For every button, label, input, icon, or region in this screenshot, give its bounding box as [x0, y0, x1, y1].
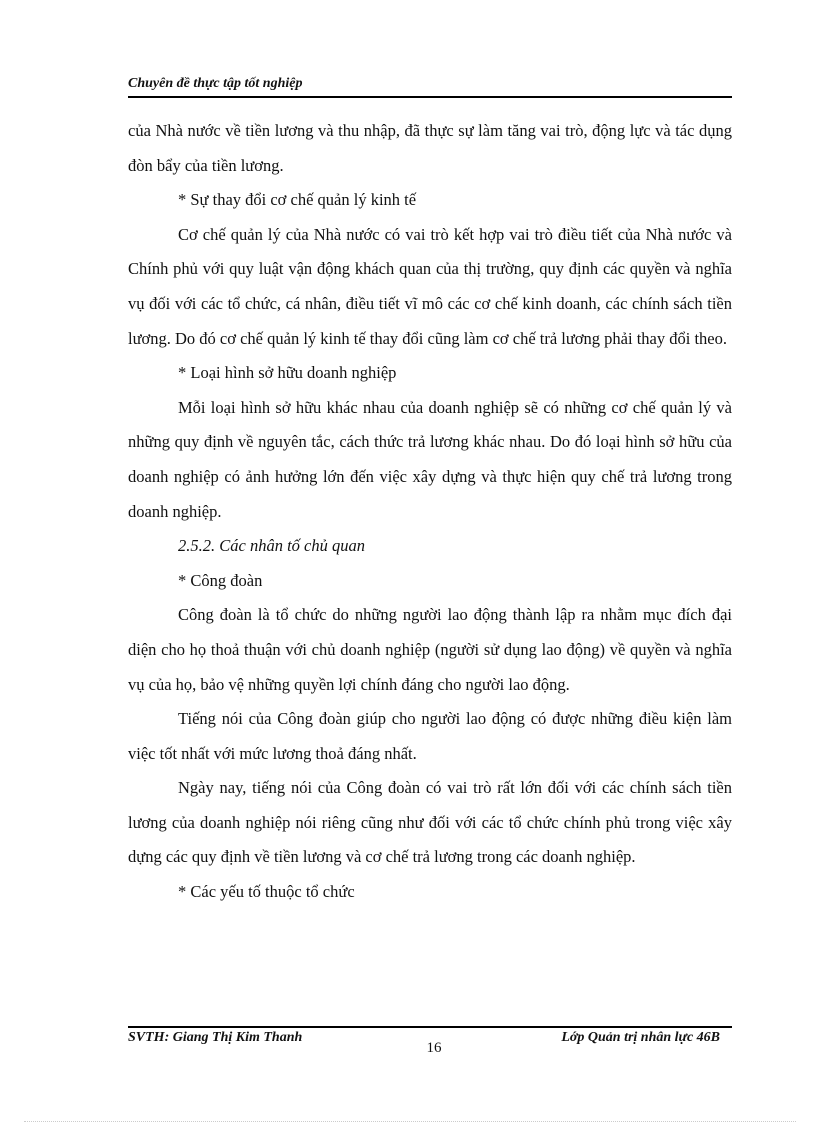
footer-author: SVTH: Giang Thị Kim Thanh — [128, 1030, 303, 1045]
header-divider — [128, 96, 732, 98]
paragraph-economic-management: Cơ chế quản lý của Nhà nước có vai trò kết hợp vai trò điều tiết của Nhà nước và Chính phủ với quy luật vận động khách quan của thị trường, quy định các quyền và nghĩa vụ đối với các tổ chức, cá nhân, điều tiết vĩ mô các cơ chế kinh doanh, các chính sách tiền lương. Do đó cơ chế quản lý kinh tế thay đổi cũng làm cơ chế trả lương phải thay đổi theo. — [128, 224, 732, 348]
subheading-economic-management: * Sự thay đổi cơ chế quản lý kinh tế — [178, 190, 417, 210]
footer-divider — [128, 1026, 732, 1028]
section-heading-subjective-factors: 2.5.2. Các nhân tố chủ quan — [178, 536, 365, 556]
subheading-organizational-factors: * Các yếu tố thuộc tổ chức — [178, 882, 355, 902]
paragraph-continuation: của Nhà nước về tiền lương và thu nhập, đã thực sự làm tăng vai trò, động lực và tác dụng đòn bẩy của tiền lương. — [128, 121, 732, 175]
subheading-ownership-type: * Loại hình sở hữu doanh nghiệp — [178, 363, 397, 383]
document-body — [128, 114, 732, 910]
page-number: 16 — [426, 1040, 442, 1056]
paragraph-ownership-type: Mỗi loại hình sở hữu khác nhau của doanh nghiệp sẽ có những cơ chế quản lý và những quy định về nguyên tắc, cách thức trả lương khác nhau. Do đó loại hình sở hữu của doanh nghiệp có ảnh hưởng lớn đến việc xây dựng và thực hiện quy chế trả lương trong doanh nghiệp. — [128, 397, 732, 521]
footer-class-name: Lớp Quản trị nhân lực 46B — [561, 1030, 720, 1045]
page-bottom-edge — [24, 1121, 796, 1122]
paragraph-trade-union-voice: Tiếng nói của Công đoàn giúp cho người lao động có được những điều kiện làm việc tốt nhất với mức lương thoả đáng nhất. — [128, 709, 732, 763]
page-header-title: Chuyên đề thực tập tốt nghiệp — [128, 76, 303, 91]
paragraph-trade-union-definition: Công đoàn là tổ chức do những người lao động thành lập ra nhằm mục đích đại diện cho họ thoả thuận với chủ doanh nghiệp (người sử dụng lao động) về quyền và nghĩa vụ của họ, bảo vệ những quyền lợi chính đáng cho người lao động. — [128, 605, 732, 694]
subheading-trade-union: * Công đoàn — [178, 570, 263, 590]
paragraph-trade-union-role: Ngày nay, tiếng nói của Công đoàn có vai trò rất lớn đối với các chính sách tiền lương của doanh nghiệp nói riêng cũng như đối với các tổ chức chính phủ trong việc xây dựng các quy định về tiền lương và cơ chế trả lương trong các doanh nghiệp. — [128, 778, 732, 867]
